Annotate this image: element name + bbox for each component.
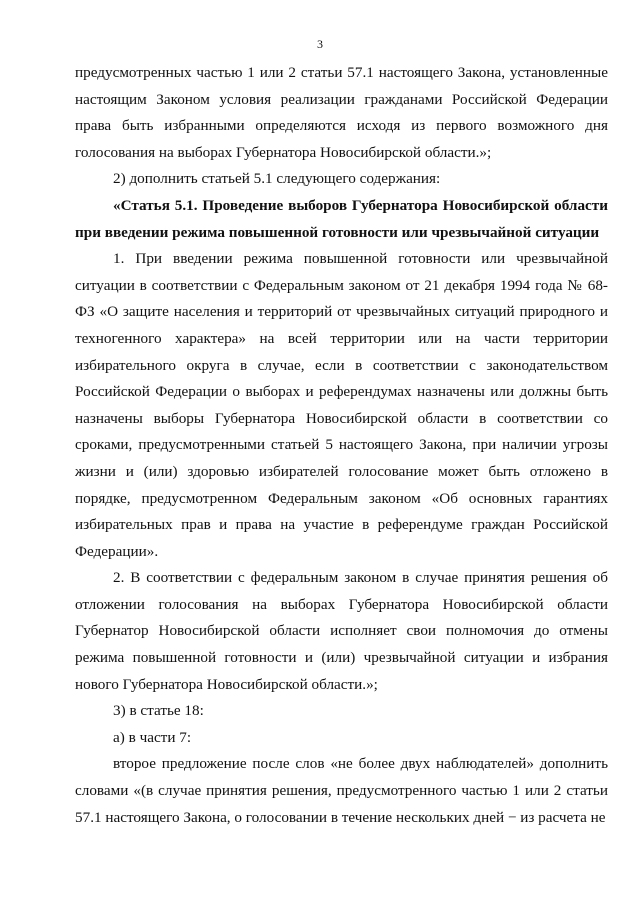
paragraph-clause-2: 2. В соответствии с федеральным законом в случае принятия решения об отложении голосования на выборах Губернатора Новосибирской области Губернатор Новосибирской области исполняет свои полномочия до отмены режима повышенной готовности и (или) чрезвычайной ситуации и избрания нового Губернатора Новосибирской области.»; xyxy=(75,569,608,693)
document-body xyxy=(75,60,608,831)
article-heading: «Статья 5.1. Проведение выборов Губернатора Новосибирской области при введении режима повышенной готовности или чрезвычайной ситуации xyxy=(75,196,608,241)
paragraph-clause-1: 1. При введении режима повышенной готовности или чрезвычайной ситуации в соответствии с Федеральным законом от 21 декабря 1994 года № 68-ФЗ «О защите населения и территорий от чрезвычайных ситуаций природного и техногенного характера» на всей территории или на части территории избирательного округа в случае, если в соответствии с законодательством Российской Федерации о выборах и референдумах назначены или должны быть назначены выборы Губернатора Новосибирской области в соответствии со сроками, предусмотренными статьей 5 настоящего Закона, при наличии угрозы жизни и (или) здоровью избирателей голосование может быть отложено в порядке, предусмотренном Федеральным законом «Об основных гарантиях избирательных прав и права на участие в референдуме граждан Российской Федерации». xyxy=(75,250,608,560)
paragraph-amendment: второе предложение после слов «не более двух наблюдателей» дополнить словами «(в случае принятия решения, предусмотренного частью 1 или 2 статьи 57.1 настоящего Закона, о голосовании в течение нескольких дней − из расчета не xyxy=(75,755,608,826)
paragraph-subitem-a: а) в части 7: xyxy=(113,728,192,746)
paragraph-item-3: 3) в статье 18: xyxy=(113,702,204,720)
paragraph-continuation: предусмотренных частью 1 или 2 статьи 57.1 настоящего Закона, установленные настоящим Законом условия реализации гражданами Российской Федерации права быть избранными определяются исходя из первого возможного дня голосования на выборах Губернатора Новосибирской области.»; xyxy=(75,64,608,161)
paragraph-item-2: 2) дополнить статьей 5.1 следующего содержания: xyxy=(113,170,441,188)
page-number: 3 xyxy=(317,37,323,51)
